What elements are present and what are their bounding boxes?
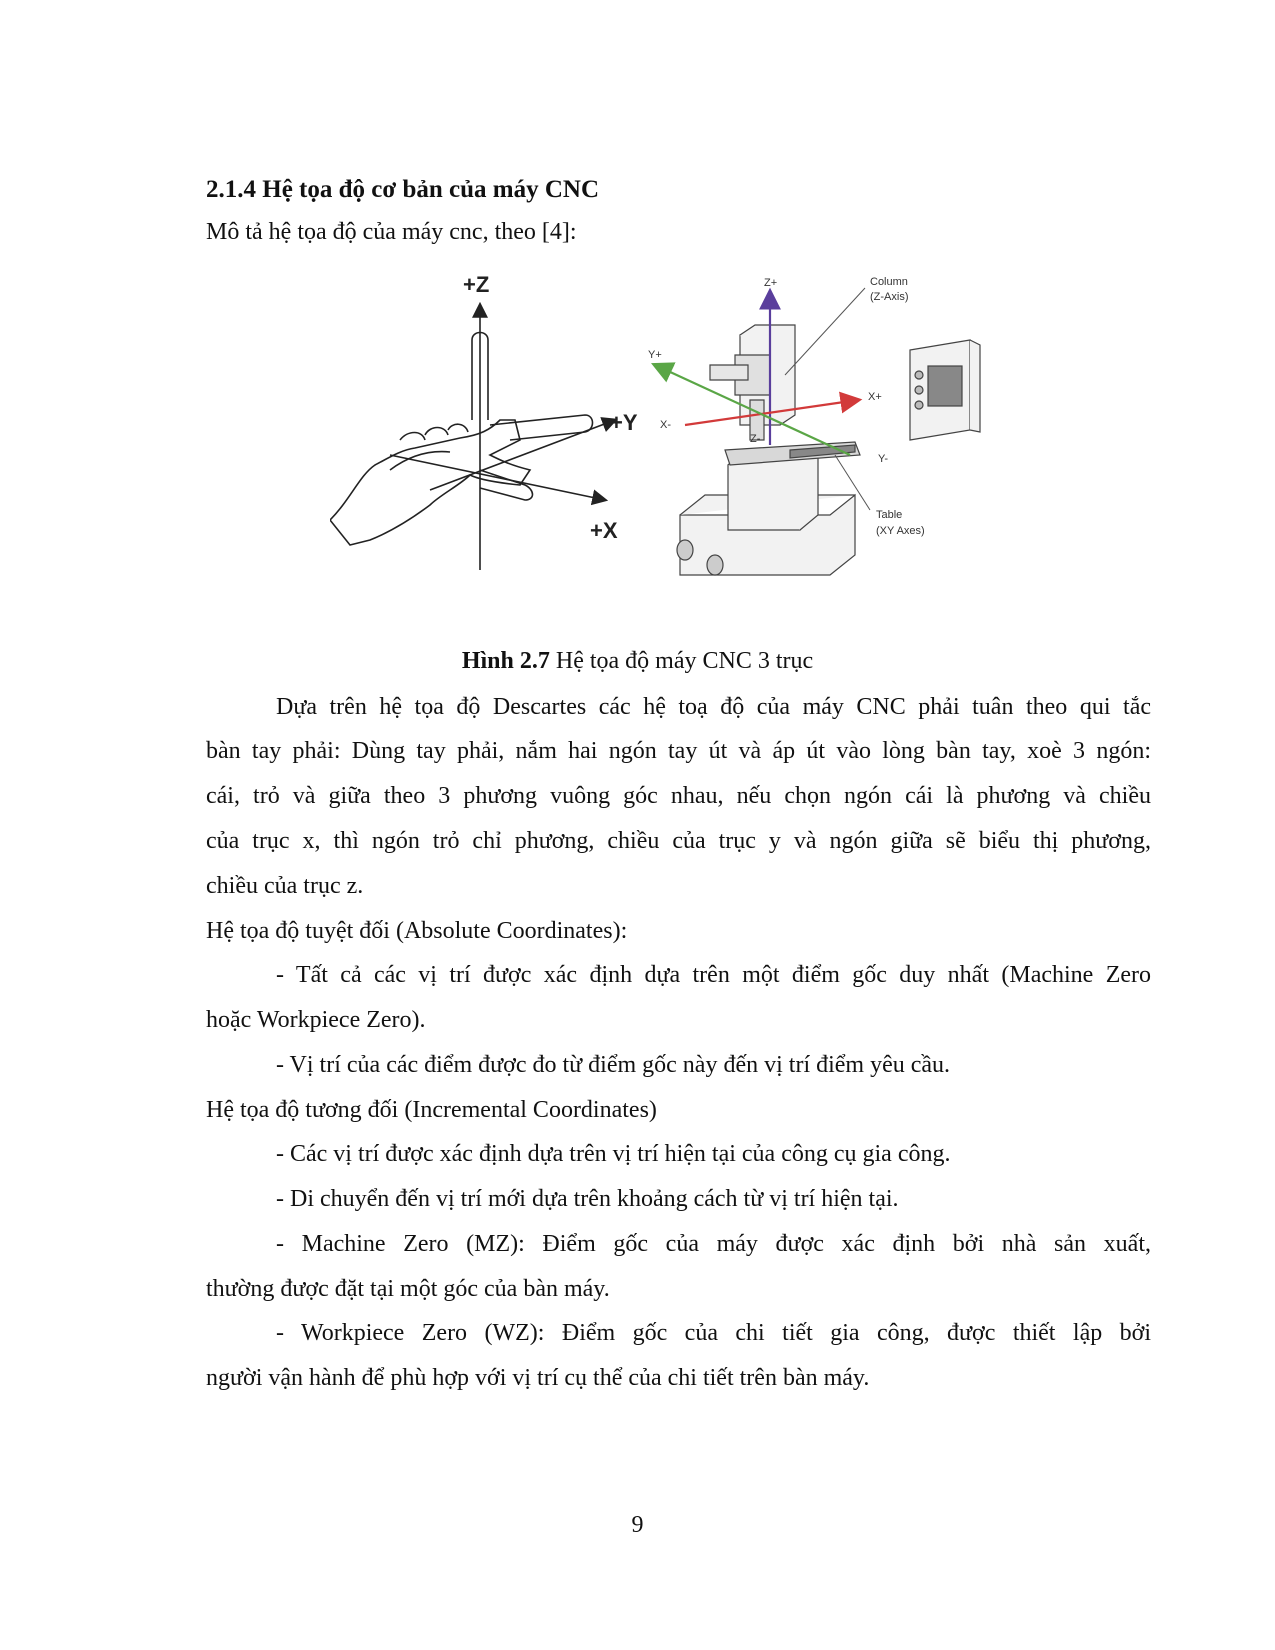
incremental-item: - Di chuyển đến vị trí mới dựa trên khoảng cách từ vị trí hiện tại. bbox=[276, 1186, 899, 1212]
paragraph-line: của trục x, thì ngón trỏ chỉ phương, chiều của trục y và ngón giữa sẽ biểu thị phương, bbox=[206, 828, 1151, 854]
machine-xminus-label: X- bbox=[660, 419, 671, 431]
hand-y-label: +Y bbox=[610, 410, 638, 435]
incremental-title: Hệ tọa độ tương đối (Incremental Coordinates) bbox=[206, 1097, 657, 1123]
table-label: Table bbox=[876, 509, 903, 521]
machine-zplus-label: Z+ bbox=[764, 277, 778, 289]
caption-label: Hình 2.7 bbox=[461, 648, 550, 674]
right-hand-rule-illustration bbox=[330, 333, 593, 546]
hand-z-label: +Z bbox=[463, 272, 490, 297]
caption-text: Hệ tọa độ máy CNC 3 trục bbox=[549, 648, 814, 674]
machine-xplus-label: X+ bbox=[868, 391, 882, 403]
machine-yplus-label: Y+ bbox=[648, 349, 662, 361]
paragraph-line: cái, trỏ và giữa theo 3 phương vuông góc nhau, nếu chọn ngón cái là phương và chiều bbox=[206, 783, 1151, 809]
section-heading: 2.1.4 Hệ tọa độ cơ bản của máy CNC bbox=[206, 176, 600, 203]
figure-svg bbox=[330, 270, 1030, 610]
absolute-item: - Vị trí của các điểm được đo từ điểm gốc này đến vị trí điểm yêu cầu. bbox=[276, 1052, 951, 1078]
paragraph-line: chiều của trục z. bbox=[206, 873, 364, 899]
machine-yminus-label: Y- bbox=[878, 453, 888, 465]
coordinate-figure bbox=[330, 270, 1030, 610]
machine-zminus-label: Z- bbox=[750, 433, 761, 445]
column-axis-label: (Z-Axis) bbox=[870, 291, 909, 303]
incremental-item: - Machine Zero (MZ): Điểm gốc của máy được xác định bởi nhà sản xuất, bbox=[276, 1231, 1151, 1257]
cnc-machine-illustration bbox=[677, 325, 980, 575]
paragraph-line: Dựa trên hệ tọa độ Descartes các hệ toạ độ của máy CNC phải tuân theo qui tắc bbox=[276, 694, 1151, 720]
incremental-item: - Workpiece Zero (WZ): Điểm gốc của chi tiết gia công, được thiết lập bởi bbox=[276, 1320, 1151, 1346]
page-number: 9 bbox=[631, 1512, 644, 1538]
column-label: Column bbox=[870, 276, 908, 288]
absolute-title: Hệ tọa độ tuyệt đối (Absolute Coordinates): bbox=[206, 918, 628, 944]
table-axes-label: (XY Axes) bbox=[876, 525, 925, 537]
intro-line: Mô tả hệ tọa độ của máy cnc, theo [4]: bbox=[206, 219, 577, 245]
absolute-item-continuation: hoặc Workpiece Zero). bbox=[206, 1007, 426, 1033]
column-leader-line bbox=[785, 288, 865, 375]
hand-x-label: +X bbox=[590, 518, 618, 543]
incremental-item: - Các vị trí được xác định dựa trên vị trí hiện tại của công cụ gia công. bbox=[276, 1141, 951, 1167]
incremental-item-continuation: người vận hành để phù hợp với vị trí cụ thể của chi tiết trên bàn máy. bbox=[206, 1365, 870, 1391]
incremental-item-continuation: thường được đặt tại một góc của bàn máy. bbox=[206, 1276, 610, 1302]
paragraph-line: bàn tay phải: Dùng tay phải, nắm hai ngón tay út và áp út vào lòng bàn tay, xoè 3 ngón: bbox=[206, 738, 1151, 764]
absolute-item: - Tất cả các vị trí được xác định dựa trên một điểm gốc duy nhất (Machine Zero bbox=[276, 962, 1151, 988]
figure-caption bbox=[0, 648, 1275, 675]
hand-y-axis bbox=[430, 420, 615, 490]
